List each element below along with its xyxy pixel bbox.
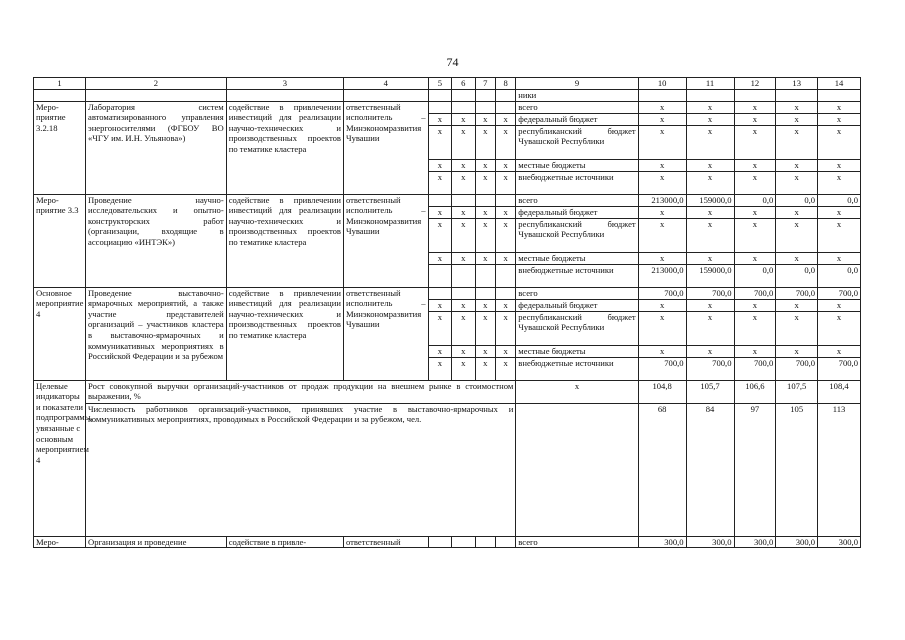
code-cell <box>452 194 475 206</box>
code-cell: x <box>475 311 495 345</box>
measure-name: Проведение выставочно-ярмарочных мероприятий, а также участие представителей организаций – участников кластера в выставочно-ярмарочных и коммуникативных мероприятиях в Российской Федерации и за рубежом <box>86 287 227 380</box>
code-cell <box>428 101 451 113</box>
value-cell: x <box>638 113 686 125</box>
funding-source: местные бюджеты <box>516 345 638 357</box>
code-cell: x <box>475 159 495 171</box>
column-header: 1 <box>34 78 86 90</box>
code-cell: x <box>475 171 495 194</box>
value-cell: 0,0 <box>818 264 861 287</box>
value-cell: x <box>638 299 686 311</box>
value-cell: 700,0 <box>638 287 686 299</box>
column-header: 3 <box>226 78 343 90</box>
value-cell: 0,0 <box>734 264 776 287</box>
code-cell: x <box>452 125 475 159</box>
value-cell: x <box>686 218 734 252</box>
indicator-value: 107,5 <box>776 380 818 403</box>
value-cell: 300,0 <box>686 536 734 548</box>
code-cell <box>475 101 495 113</box>
value-cell: x <box>776 218 818 252</box>
value-cell: x <box>734 311 776 345</box>
value-cell: x <box>776 311 818 345</box>
value-cell: x <box>818 218 861 252</box>
table-row <box>34 287 861 299</box>
program-table <box>33 77 861 548</box>
indicator-value: 68 <box>638 403 686 536</box>
indicator-row <box>34 380 861 403</box>
value-cell: x <box>818 345 861 357</box>
code-cell: x <box>428 206 451 218</box>
value-cell: 300,0 <box>818 536 861 548</box>
value-cell: x <box>818 159 861 171</box>
measure-name: Лаборатория систем автоматизированного управления энергоносителями (ФГБОУ ВО «ЧГУ им. И.Н. Ульянова») <box>86 101 227 194</box>
code-cell: x <box>452 345 475 357</box>
code-cell: x <box>428 299 451 311</box>
code-cell <box>475 194 495 206</box>
indicator-value: 104,8 <box>638 380 686 403</box>
measure-goal: содействие в привлечении инвестиций для реализации научно-технических и производственных проектов по тематике кластера <box>226 287 343 380</box>
funding-source: всего <box>516 194 638 206</box>
value-cell: x <box>638 206 686 218</box>
indicator-text: Численность работников организаций-участников, принявших участие в выставочно-ярмарочных и коммуникативных мероприятиях, проводимых в Российской Федерации и за рубежом, чел. <box>86 403 516 536</box>
indicator-value: 105,7 <box>686 380 734 403</box>
code-cell: x <box>428 252 451 264</box>
funding-source: республиканский бюджет Чувашской Республики <box>516 311 638 345</box>
value-cell: x <box>818 206 861 218</box>
code-cell <box>428 536 451 548</box>
code-cell <box>475 264 495 287</box>
measure-goal: содействие в привлечении инвестиций для реализации научно-технических и производственных проектов по тематике кластера <box>226 194 343 287</box>
value-cell: 0,0 <box>818 194 861 206</box>
value-cell: 0,0 <box>776 264 818 287</box>
table-row <box>34 194 861 206</box>
code-cell: x <box>428 113 451 125</box>
funding-source: федеральный бюджет <box>516 113 638 125</box>
code-cell: x <box>428 159 451 171</box>
value-cell: x <box>686 206 734 218</box>
value-cell: x <box>734 345 776 357</box>
funding-source: всего <box>516 287 638 299</box>
value-cell: x <box>734 299 776 311</box>
value-cell: x <box>734 252 776 264</box>
indicator-label: Целевые индикаторы и показатели подпрограммы, увязанные с основным мероприятием 4 <box>34 380 86 536</box>
indicator-value: 113 <box>818 403 861 536</box>
value-cell: x <box>638 252 686 264</box>
measure-executor: ответственный исполнитель – Минэкономразвития Чувашии <box>343 194 428 287</box>
column-header: 4 <box>343 78 428 90</box>
code-cell: x <box>452 206 475 218</box>
code-cell: x <box>495 311 515 345</box>
measure-executor: ответственный исполнитель – Минэкономразвития Чувашии <box>343 101 428 194</box>
value-cell: x <box>638 171 686 194</box>
funding-source: федеральный бюджет <box>516 299 638 311</box>
value-cell: x <box>686 113 734 125</box>
measure-id: Меро-приятие 3.3 <box>34 194 86 287</box>
funding-source: местные бюджеты <box>516 252 638 264</box>
column-header: 13 <box>776 78 818 90</box>
funding-source: внебюджетные источники <box>516 357 638 380</box>
funding-source: местные бюджеты <box>516 159 638 171</box>
code-cell: x <box>428 125 451 159</box>
column-header: 9 <box>516 78 638 90</box>
indicator-x: x <box>516 380 638 403</box>
value-cell: 159000,0 <box>686 264 734 287</box>
value-cell: x <box>818 311 861 345</box>
code-cell: x <box>475 125 495 159</box>
value-cell: 300,0 <box>734 536 776 548</box>
value-cell: 300,0 <box>776 536 818 548</box>
value-cell: x <box>686 299 734 311</box>
code-cell: x <box>495 206 515 218</box>
code-cell: x <box>495 357 515 380</box>
value-cell: x <box>638 311 686 345</box>
code-cell: x <box>495 252 515 264</box>
value-cell: 700,0 <box>686 287 734 299</box>
source-cell: ники <box>516 90 638 102</box>
value-cell: 700,0 <box>776 357 818 380</box>
code-cell <box>452 287 475 299</box>
value-cell: x <box>776 171 818 194</box>
value-cell: x <box>734 218 776 252</box>
column-header: 8 <box>495 78 515 90</box>
value-cell: x <box>776 345 818 357</box>
code-cell <box>428 287 451 299</box>
measure-id: Меро-приятие 3.2.18 <box>34 101 86 194</box>
code-cell: x <box>495 345 515 357</box>
value-cell: 700,0 <box>734 287 776 299</box>
value-cell: 700,0 <box>818 287 861 299</box>
value-cell: 213000,0 <box>638 264 686 287</box>
funding-source: республиканский бюджет Чувашской Республики <box>516 125 638 159</box>
measure-id: Меро- <box>34 536 86 548</box>
code-cell: x <box>495 171 515 194</box>
value-cell: x <box>734 159 776 171</box>
code-cell <box>495 536 515 548</box>
value-cell: 0,0 <box>776 194 818 206</box>
indicator-value: 108,4 <box>818 380 861 403</box>
code-cell: x <box>475 206 495 218</box>
funding-source: всего <box>516 536 638 548</box>
continuation-row <box>34 90 861 102</box>
code-cell <box>495 287 515 299</box>
column-header: 7 <box>475 78 495 90</box>
code-cell: x <box>495 299 515 311</box>
value-cell: x <box>776 113 818 125</box>
value-cell: 300,0 <box>638 536 686 548</box>
value-cell: x <box>818 125 861 159</box>
value-cell: x <box>818 101 861 113</box>
code-cell: x <box>428 218 451 252</box>
value-cell: x <box>776 159 818 171</box>
code-cell: x <box>495 159 515 171</box>
value-cell: x <box>686 345 734 357</box>
funding-source: внебюджетные источники <box>516 171 638 194</box>
column-header: 6 <box>452 78 475 90</box>
column-header: 14 <box>818 78 861 90</box>
column-header: 12 <box>734 78 776 90</box>
code-cell: x <box>452 252 475 264</box>
value-cell: x <box>686 101 734 113</box>
funding-source: федеральный бюджет <box>516 206 638 218</box>
column-header: 2 <box>86 78 227 90</box>
code-cell: x <box>475 113 495 125</box>
code-cell: x <box>452 159 475 171</box>
value-cell: 700,0 <box>776 287 818 299</box>
column-header: 11 <box>686 78 734 90</box>
measure-name: Организация и проведение <box>86 536 227 548</box>
value-cell: x <box>638 159 686 171</box>
value-cell: x <box>818 171 861 194</box>
value-cell: x <box>638 345 686 357</box>
column-header: 10 <box>638 78 686 90</box>
value-cell: x <box>686 311 734 345</box>
code-cell: x <box>475 345 495 357</box>
code-cell: x <box>452 218 475 252</box>
value-cell: x <box>686 252 734 264</box>
value-cell: 0,0 <box>734 194 776 206</box>
indicator-text: Рост совокупной выручки организаций-участников от продаж продукции на внешнем рынке в стоимостном выражении, % <box>86 380 516 403</box>
page-number: 74 <box>446 55 459 69</box>
value-cell: x <box>776 125 818 159</box>
indicator-value: 97 <box>734 403 776 536</box>
value-cell: x <box>734 171 776 194</box>
value-cell: x <box>818 252 861 264</box>
value-cell: x <box>686 171 734 194</box>
value-cell: x <box>818 299 861 311</box>
value-cell: x <box>638 125 686 159</box>
code-cell <box>495 264 515 287</box>
value-cell: 213000,0 <box>638 194 686 206</box>
value-cell: x <box>776 206 818 218</box>
value-cell: x <box>734 125 776 159</box>
funding-source: внебюджетные источники <box>516 264 638 287</box>
funding-source: республиканский бюджет Чувашской Республики <box>516 218 638 252</box>
code-cell <box>475 536 495 548</box>
code-cell: x <box>428 357 451 380</box>
measure-goal: содействие в привле- <box>226 536 343 548</box>
value-cell: x <box>638 101 686 113</box>
value-cell: 700,0 <box>734 357 776 380</box>
code-cell: x <box>452 171 475 194</box>
header-row <box>34 78 861 90</box>
value-cell: x <box>734 101 776 113</box>
value-cell: 700,0 <box>818 357 861 380</box>
value-cell: 700,0 <box>686 357 734 380</box>
code-cell: x <box>428 171 451 194</box>
code-cell: x <box>495 113 515 125</box>
value-cell: x <box>734 113 776 125</box>
code-cell: x <box>475 357 495 380</box>
value-cell: x <box>686 125 734 159</box>
code-cell <box>475 287 495 299</box>
column-header: 5 <box>428 78 451 90</box>
code-cell <box>428 194 451 206</box>
table-row <box>34 101 861 113</box>
measure-executor: ответственный <box>343 536 428 548</box>
value-cell: x <box>638 218 686 252</box>
value-cell: x <box>818 113 861 125</box>
funding-source: всего <box>516 101 638 113</box>
value-cell: x <box>776 252 818 264</box>
indicator-value: 105 <box>776 403 818 536</box>
measure-goal: содействие в привлечении инвестиций для реализации научно-технических и производственных проектов по тематике кластера <box>226 101 343 194</box>
value-cell: x <box>686 159 734 171</box>
code-cell: x <box>495 125 515 159</box>
indicator-value: 106,6 <box>734 380 776 403</box>
value-cell: x <box>734 206 776 218</box>
code-cell: x <box>452 311 475 345</box>
code-cell <box>428 264 451 287</box>
measure-name: Проведение научно-исследовательских и опытно-конструкторских работ (организации, входящие в ассоциацию «ИНТЭК») <box>86 194 227 287</box>
table-row <box>34 536 861 548</box>
code-cell: x <box>452 113 475 125</box>
indicator-value: 84 <box>686 403 734 536</box>
indicator-x <box>516 403 638 536</box>
value-cell: 159000,0 <box>686 194 734 206</box>
code-cell: x <box>475 218 495 252</box>
measure-id: Основное мероприятие 4 <box>34 287 86 380</box>
value-cell: x <box>776 299 818 311</box>
code-cell <box>452 101 475 113</box>
code-cell: x <box>495 218 515 252</box>
code-cell: x <box>475 252 495 264</box>
measure-executor: ответственный исполнитель – Минэкономразвития Чувашии <box>343 287 428 380</box>
code-cell: x <box>452 357 475 380</box>
code-cell: x <box>428 345 451 357</box>
code-cell: x <box>428 311 451 345</box>
code-cell <box>452 264 475 287</box>
value-cell: x <box>776 101 818 113</box>
code-cell <box>452 536 475 548</box>
code-cell <box>495 101 515 113</box>
code-cell: x <box>452 299 475 311</box>
code-cell: x <box>475 299 495 311</box>
code-cell <box>495 194 515 206</box>
value-cell: 700,0 <box>638 357 686 380</box>
indicator-row <box>34 403 861 536</box>
